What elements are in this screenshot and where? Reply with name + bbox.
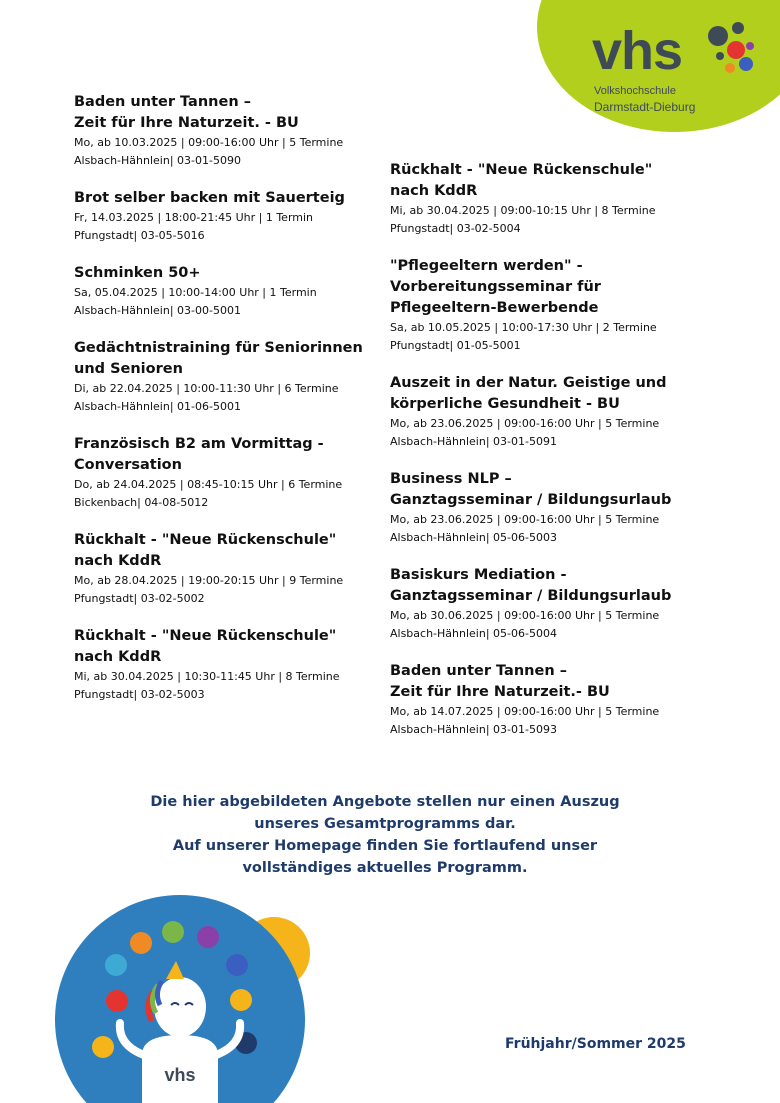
course-schedule: Mi, ab 30.04.2025 | 10:30-11:45 Uhr | 8 Termine xyxy=(74,670,340,683)
course-location: Pfungstadt| 03-02-5002 xyxy=(74,592,205,605)
course-schedule: Mo, ab 14.07.2025 | 09:00-16:00 Uhr | 5 Termine xyxy=(390,705,660,718)
course-schedule: Mo, ab 23.06.2025 | 09:00-16:00 Uhr | 5 Termine xyxy=(390,513,660,526)
course-schedule: Mo, ab 30.06.2025 | 09:00-16:00 Uhr | 5 Termine xyxy=(390,609,660,622)
course-schedule: Sa, ab 10.05.2025 | 10:00-17:30 Uhr | 2 Termine xyxy=(390,321,657,334)
course-schedule: Mi, ab 30.04.2025 | 09:00-10:15 Uhr | 8 Termine xyxy=(390,204,656,217)
course-title: Französisch B2 am Vormittag - Conversation xyxy=(74,436,324,473)
logo-location: Darmstadt-Dieburg xyxy=(594,100,696,114)
course-item xyxy=(74,263,374,320)
course-item xyxy=(390,373,710,451)
course-location: Pfungstadt| 03-02-5003 xyxy=(74,688,205,701)
course-schedule: Di, ab 22.04.2025 | 10:00-11:30 Uhr | 6 Termine xyxy=(74,382,339,395)
people-icon xyxy=(130,932,152,954)
course-location: Alsbach-Hähnlein| 03-01-5091 xyxy=(390,435,557,448)
course-title: Auszeit in der Natur. Geistige und körperliche Gesundheit - BU xyxy=(390,375,667,412)
course-item xyxy=(74,92,374,170)
course-title: Business NLP – Ganztagsseminar / Bildungsurlaub xyxy=(390,471,672,508)
notice-line: Die hier abgebildeten Angebote stellen nur einen Auszug xyxy=(150,794,620,810)
course-location: Alsbach-Hähnlein| 03-00-5001 xyxy=(74,304,241,317)
mascot-shirt-text: vhs xyxy=(164,1065,196,1085)
course-location: Alsbach-Hähnlein| 01-06-5001 xyxy=(74,400,241,413)
course-title: Basiskurs Mediation - Ganztagsseminar / Bildungsurlaub xyxy=(390,567,672,604)
course-schedule: Sa, 05.04.2025 | 10:00-14:00 Uhr | 1 Termin xyxy=(74,286,317,299)
course-item xyxy=(74,338,374,416)
group-icon xyxy=(162,921,184,943)
notice-line: Auf unserer Homepage finden Sie fortlaufend unser xyxy=(172,838,598,854)
course-title: Rückhalt - "Neue Rückenschule" nach KddR xyxy=(74,628,337,665)
course-location: Alsbach-Hähnlein| 03-01-5093 xyxy=(390,723,557,736)
course-schedule: Mo, ab 10.03.2025 | 09:00-16:00 Uhr | 5 Termine xyxy=(74,136,344,149)
language-icon xyxy=(92,1036,114,1058)
course-schedule: Mo, ab 28.04.2025 | 19:00-20:15 Uhr | 9 Termine xyxy=(74,574,344,587)
health-icon xyxy=(106,990,128,1012)
course-schedule: Do, ab 24.04.2025 | 08:45-10:15 Uhr | 6 Termine xyxy=(74,478,343,491)
logo-wordmark: vhs xyxy=(592,21,683,81)
notice-line: vollständiges aktuelles Programm. xyxy=(242,860,528,876)
course-column-left xyxy=(74,92,374,722)
course-title: Brot selber backen mit Sauerteig xyxy=(74,190,345,206)
course-title: Schminken 50+ xyxy=(74,265,201,281)
logo-dots-icon xyxy=(690,20,760,90)
season-label: Frühjahr/Sommer 2025 xyxy=(505,1036,686,1052)
course-location: Pfungstadt| 01-05-5001 xyxy=(390,339,521,352)
course-item xyxy=(74,434,374,512)
logo-subtitle: Volkshochschule xyxy=(594,85,676,97)
course-title: Rückhalt - "Neue Rückenschule" nach KddR xyxy=(74,532,337,569)
course-column-right xyxy=(390,160,710,757)
course-item xyxy=(390,256,710,355)
course-location: Alsbach-Hähnlein| 05-06-5003 xyxy=(390,531,557,544)
art-icon xyxy=(226,954,248,976)
course-schedule: Fr, 14.03.2025 | 18:00-21:45 Uhr | 1 Termin xyxy=(74,211,314,224)
course-location: Alsbach-Hähnlein| 03-01-5090 xyxy=(74,154,241,167)
course-title: Rückhalt - "Neue Rückenschule" nach KddR xyxy=(390,162,653,199)
course-title: Baden unter Tannen – Zeit für Ihre Naturzeit. - BU xyxy=(74,94,299,131)
chat-icon xyxy=(197,926,219,948)
course-title: Baden unter Tannen – Zeit für Ihre Naturzeit.- BU xyxy=(390,663,610,700)
course-title: "Pflegeeltern werden" - Vorbereitungsseminar für Pflegeeltern-Bewerbende xyxy=(390,258,601,316)
course-schedule: Mo, ab 23.06.2025 | 09:00-16:00 Uhr | 5 Termine xyxy=(390,417,660,430)
course-item xyxy=(74,530,374,608)
notice-line: unseres Gesamtprogramms dar. xyxy=(254,816,516,832)
course-item xyxy=(390,661,710,739)
culture-icon xyxy=(230,989,252,1011)
course-location: Pfungstadt| 03-02-5004 xyxy=(390,222,521,235)
course-location: Bickenbach| 04-08-5012 xyxy=(74,496,209,509)
unicorn-mascot-illustration xyxy=(48,895,328,1103)
book-icon xyxy=(105,954,127,976)
course-location: Pfungstadt| 03-05-5016 xyxy=(74,229,205,242)
course-location: Alsbach-Hähnlein| 05-06-5004 xyxy=(390,627,557,640)
program-notice xyxy=(120,791,650,879)
course-item xyxy=(74,626,374,704)
course-item xyxy=(390,469,710,547)
course-item xyxy=(390,565,710,643)
course-item xyxy=(74,188,374,245)
course-title: Gedächtnistraining für Seniorinnen und Senioren xyxy=(74,340,363,377)
course-item xyxy=(390,160,710,238)
